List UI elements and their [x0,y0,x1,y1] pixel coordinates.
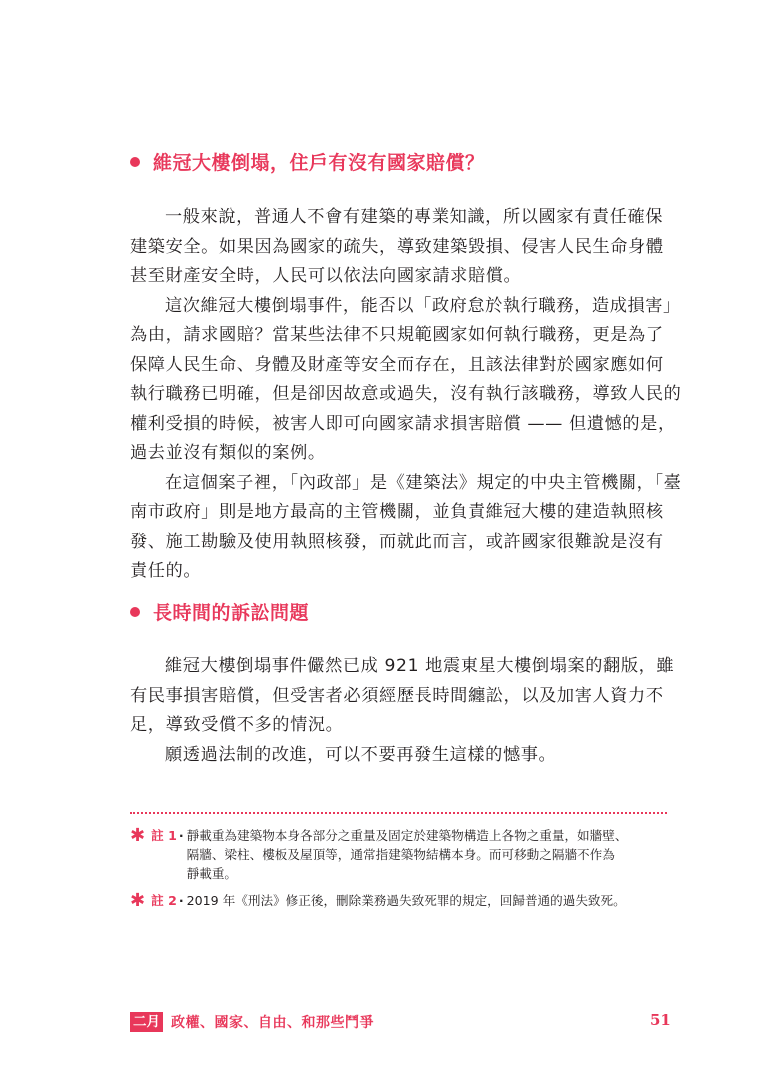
paragraph-line: 過去並沒有類似的案例。 [130,443,326,463]
section-heading-text: 維冠大樓倒塌，住戶有沒有國家賠償？ [153,152,485,174]
footnote-1 [130,826,675,883]
footnote-marker [130,891,187,910]
section-heading-litigation [130,598,309,625]
section-heading-national-compensation [130,148,485,175]
footnote-separator: · [178,893,184,908]
paragraph-line: 執行職務已明確，但是卻因故意或過失，沒有執行該職務，導致人民的 [130,384,682,404]
paragraph-line: 權利受損的時候，被害人即可向國家請求損害賠償 —— 但遺憾的是， [130,413,676,434]
paragraph-line: 在這個案子裡，「內政部」是《建築法》規定的中央主管機關，「臺 [165,472,682,493]
footnote-line: 隔牆、梁柱、樓板及屋頂等，通常指建築物結構本身。而可移動之隔牆不作為 [186,847,615,862]
footnote-line: 靜載重為建築物本身各部分之重量及固定於建築物構造上各物之重量，如牆壁、 [186,828,628,843]
footnote-line: 靜載重。 [186,866,238,881]
section1-body [130,203,682,587]
footnote-line: 2019 年《刑法》修正後，刪除業務過失致死罪的規定，回歸普通的過失致死。 [186,893,626,908]
paragraph-line: 責任的。 [130,561,202,581]
footnote-label: 註 2 [151,893,177,908]
paragraph-line: 維冠大樓倒塌事件儼然已成 921 地震東星大樓倒塌案的翻版，雖 [165,656,675,676]
section-heading-text: 長時間的訴訟問題 [153,602,310,624]
paragraph-line: 有民事損害賠償，但受害者必須經歷長時間纏訟，以及加害人資力不 [130,685,664,706]
footnote-marker [130,826,187,883]
section2-body [130,652,675,770]
footnote-divider [130,812,667,814]
footnote-separator: · [178,828,184,843]
footnote-text [187,826,675,883]
paragraph-line: 為由，請求國賠？當某些法律不只規範國家如何執行職務，更是為了 [130,325,664,345]
paragraph-line: 保障人民生命、身體及財產等安全而存在，且該法律對於國家應如何 [130,354,664,375]
asterisk-icon: ✱ [130,825,146,846]
book-title: 政權、國家、自由、和那些鬥爭 [171,1015,374,1031]
asterisk-icon: ✱ [130,890,146,911]
paragraph-line: 建築安全。如果因為國家的疏失，導致建築毀損、侵害人民生命身體 [130,236,664,257]
footnote-2 [130,891,675,910]
footnote-label: 註 1 [151,828,177,843]
footnote-text [187,891,675,910]
paragraph-line: 這次維冠大樓倒塌事件，能否以「政府怠於執行職務，造成損害」 [165,295,681,316]
chapter-badge: 二月 [130,1012,163,1032]
bullet-dot-icon [130,607,140,617]
running-footer [130,1012,374,1032]
paragraph-line: 一般來說，普通人不會有建築的專業知識，所以國家有責任確保 [165,207,664,227]
paragraph-line: 足，導致受償不多的情況。 [130,715,344,735]
paragraph-line: 發、施工勘驗及使用執照核發，而就此而言，或許國家很難說是沒有 [130,531,664,552]
paragraph-line: 甚至財產安全時，人民可以依法向國家請求賠償。 [130,266,522,286]
page-number: 51 [650,1011,671,1029]
paragraph-line: 願透過法制的改進，可以不要再發生這樣的憾事。 [165,744,557,765]
paragraph-line: 南市政府」則是地方最高的主管機關，並負責維冠大樓的建造執照核 [130,502,664,522]
bullet-dot-icon [130,157,140,167]
